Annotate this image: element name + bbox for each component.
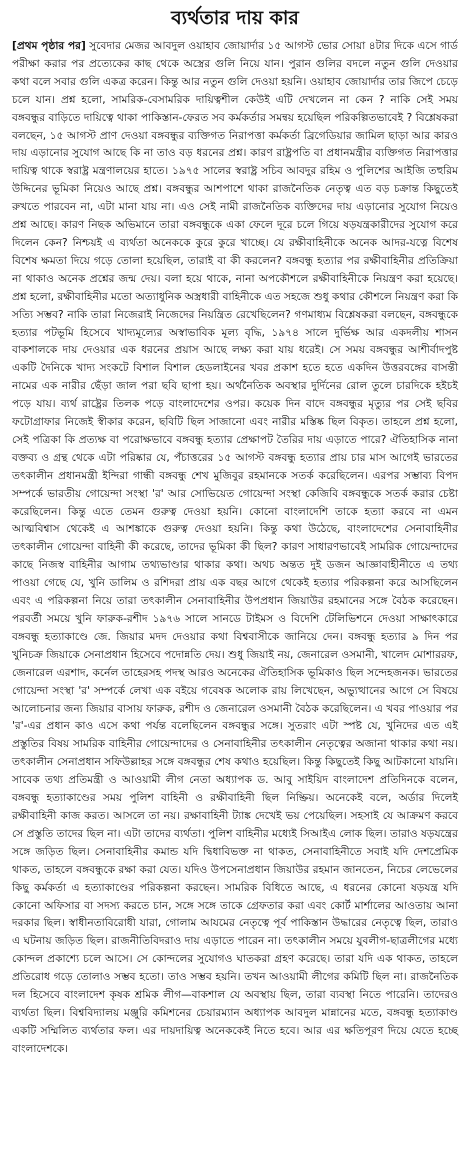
article-body xyxy=(12,38,458,1059)
article-text: সুবেদার মেজর আবদুল ওয়াহাব জোয়ার্দার ১৫ আগস্ট ভোর সোয়া ৪টার দিকে এসে গার্ড পরীক্ষা করার পর প্রত্যেকের কাছ থেকে অস্ত্রের গুলি নিয়ে যান। পুরান গুলির বদলে নতুন গুলি দেওয়ার কথা বলে সবার গুলি একত্র করেন। কিন্তু আর নতুন গুলি দেওয়া হয়নি। ওয়াহাব জোয়ার্দার তার জিপে চেড়ে চলে যান। প্রশ্ন হলো, সামরিক-বেসামরিক দায়িত্বশীল কেউই এটি দেখলেন না কেন ? নাকি সেই সময় বঙ্গবন্ধুর বাড়িতে দায়িত্বে থাকা পাকিস্তান-ফেরত সব কর্মকর্তার সমন্বয় হয়েছিল পরিকল্পিতভাবেই ? বিশ্লেষকরা বলছেন, ১৫ আগস্ট প্রাণ দেওয়া বঙ্গবন্ধুর ব্যক্তিগত নিরাপত্তা কর্মকর্তা ব্রিগেডিয়ার জামিল ছাড়া আর কারও দায় এড়ানোর সুযোগ আছে কি না তাও বড় ধরনের প্রশ্ন। কারণ রাষ্ট্রপতি বা প্রধানমন্ত্রীর ব্যক্তিগত নিরাপত্তার দায়িত্ব থাকে স্বরাষ্ট্র মন্ত্রণালয়ের হাতে। ১৯৭৫ সালের স্বরাষ্ট্র সচিব আবদুর রহিম ও পুলিশের আইজি তহুরিম উদ্দিনের ভূমিকা নিয়েও আছে প্রশ্ন। বঙ্গবন্ধুর আশপাশে থাকা রাজনৈতিক নেতৃত্ব এত বড় চক্রান্ত কিছুতেই রুখতে পারবেন না, এটা মানা যায় না। এও সেই নামী রাজনৈতিক ব্যক্তিদের দায় এড়ানোর সুযোগ নিয়েও প্রশ্ন আছে। কারণ নিছক অভিমানে তারা বঙ্গবন্ধুকে একা ফেলে দূরে চলে গিয়ে ষড়যন্ত্রকারীদের সুযোগ করে দিলেন কেন? নিশ্চয়ই এ ব্যর্থতা অনেককে কুরে কুরে খাচ্ছে। যে রক্ষীবাহিনীকে অনেক আদর-যত্নে বিশেষ বিশেষ ক্ষমতা দিয়ে গড়ে তোলা হয়েছিল, তারাই বা কী করলেন? বঙ্গবন্ধু হত্যার পর রক্ষীবাহিনীর প্রতিক্রিয়া না থাকাও অনেক প্রশ্নের জন্ম দেয়। বলা হয়ে থাকে, নানা অপকৌশলে রক্ষীবাহিনীকে নিয়ন্ত্রণ করা হয়েছে। প্রশ্ন হলো, রক্ষীবাহিনীর মতো অত্যাধুনিক অস্ত্রধারী বাহিনীকে এত সহজে শুধু কথার কৌশলে নিয়ন্ত্রণ করা কি সত্যি সম্ভব? নাকি তারা নিজেরাই নিজেদের নিয়ন্ত্রিত রেখেছিলেন? গণমাধ্যম বিশ্লেষকরা বলছেন, বঙ্গবন্ধুকে হত্যার পটভূমি হিসেবে খাদ্যমূল্যের অস্বাভাবিক মূল্য বৃদ্ধি, ১৯৭৪ সালে দুর্ভিক্ষ আর একদলীয় শাসন বাকশালকে দায় দেওয়ার এক ধরনের প্রয়াস আছে লক্ষ্য করা যায় ধরেই। সে সময় বঙ্গবন্ধুর আশীর্বাদপুষ্ট একটি দৈনিকে খাদ্য সংকটে বিশাল বিশাল হেডলাইনের খবর প্রকাশ হতে হতে একদিন উত্তরবঙ্গের বাসন্তী নামের এক নারীর ছেঁড়া জাল পরা ছবি ছাপা হয়। অর্থনৈতিক অবস্থার দুর্দিনের রোল তুলে চারদিকে হইচই পড়ে যায়। ব্যর্থ রাষ্ট্রের তিলক পড়ে বাংলাদেশের ওপর। কয়েক দিন বাদে বঙ্গবন্ধুর মৃত্যুর পর সেই ছবির ফটোগ্রাফার নিজেই স্বীকার করেন, ছবিটি ছিল সাজানো এবং নারীর মস্তিষ্ক ছিল বিকৃত। তাহলে প্রশ্ন হলো, সেই পত্রিকা কি প্রত্যক্ষ বা পরোক্ষভাবে বঙ্গবন্ধু হত্যার প্রেক্ষাপট তৈরির দায় এড়াতে পারে? ঐতিহাসিক নানা বক্তব্য ও গ্রন্থ থেকে এটা পরিষ্কার যে, পঁচাত্তরের ১৫ আগস্ট বঙ্গবন্ধু হত্যার প্রায় চার মাস আগেই ভারতের তৎকালীন প্রধানমন্ত্রী ইন্দিরা গান্ধী বঙ্গবন্ধু শেখ মুজিবুর রহমানকে সতর্ক করেছিলেন। এরপর সম্ভাব্য বিপদ সম্পর্কে ভারতীয় গোয়েন্দা সংস্থা 'র' আর সোভিয়েত গোয়েন্দা সংস্থা কেজিবি বঙ্গবন্ধুকে সতর্ক করার চেষ্টা করেছিলেন। কিন্তু এতে তেমন গুরুত্ব দেওয়া হয়নি। কোনো বাংলাদেশি তাকে হত্যা করবে না এমন আত্মবিশ্বাস থেকেই এ আশঙ্কাকে গুরুত্ব দেওয়া হয়নি। কিন্তু কথা উঠেছে, বাংলাদেশের সেনাবাহিনীর তৎকালীন গোয়েন্দা বাহিনী কী করেছে, তাদের ভূমিকা কী ছিল? কারণ সাধারণভাবেই সামরিক গোয়েন্দাদের কাছে নিজস্ব বাহিনীর আগাম তথ্যভাণ্ডার থাকার কথা। অথচ অন্তত দুই ডজন আজ্ঞাবাহীনীতে এ তথ্য পাওয়া গেছে যে, খুনি ডালিম ও রশিদরা প্রায় এক বছর আগে থেকেই হত্যার পরিকল্পনা করে আসছিলেন এবং এ পরিকল্পনা নিয়ে তারা তৎকালীন সেনাবাহিনীর উপপ্রধান জিয়াউর রহমানের সঙ্গে বৈঠক করেছেন। পরবর্তী সময়ে খুনি ফারুক-রশীদ ১৯৭৬ সালে সানডে টাইমস ও বিদেশি টেলিভিশনে দেওয়া সাক্ষাৎকারে বঙ্গবন্ধু হত্যাকাণ্ডে জে. জিয়ার মদদ দেওয়ার কথা বিশ্ববাসীকে জানিয়ে দেন। বঙ্গবন্ধু হত্যার ৯ দিন পর খুনিচক্র জিয়াকে সেনাপ্রধান হিসেবে পদোন্নতি দেয়। শুধু জিয়াই নয়, জেনারেল ওসমানী, খালেদ মোশাররফ, জেনারেল এরশাদ, কর্নেল তাহেরসহ পদস্থ আরও অনেকের ঐতিহাসিক ভূমিকাও ছিল সন্দেহজনক। ভারতের গোয়েন্দা সংস্থা 'র' সম্পর্কে লেখা এক বইয়ে গবেষক অলোক রায় লিখেছেন, অভ্যুত্থানের আগে সে বিষয়ে আলোচনার জন্য জিয়ার বাসায় ফারুক, রশীদ ও জেনারেল ওসমানী বৈঠক করেছিলেন। এ খবর পাওয়ার পর 'র'-এর প্রধান কাও এসে কথা পর্যন্ত বলেছিলেন বঙ্গবন্ধুর সঙ্গে। সুতরাং এটা স্পষ্ট যে, খুনিদের এত এই প্রস্তুতির বিষয় সামরিক বাহিনীর গোয়েন্দাদের ও সেনাবাহিনীর তৎকালীন নেতৃত্বের অজানা থাকার কথা নয়। তৎকালীন সেনাপ্রধান সফিউল্লাহর সঙ্গে বঙ্গবন্ধুর শেষ কথাও হয়েছিল। কিন্তু কিছুতেই কিছু আটকানো যায়নি। সাবেক তথ্য প্রতিমন্ত্রী ও আওয়ামী লীগ নেতা অধ্যাপক ড. আবু সাইয়িদ বাংলাদেশ প্রতিদিনকে বলেন, বঙ্গবন্ধু হত্যাকাণ্ডের সময় পুলিশ বাহিনী ও রক্ষীবাহিনী ছিল নিষ্ক্রিয়। অনেকেই বলে, অর্ডার দিলেই রক্ষীবাহিনী কাজ করত। আসলে তা নয়। রক্ষাবাহিনী ট্যাঙ্ক দেখেই ভয় পেয়েছিল। সহসাই যে আক্রমণ করবে সে প্রস্তুতি তাদের ছিল না। এটা তাদের ব্যর্থতা। পুলিশ বাহিনীর মধ্যেই সিআইএ লোক ছিল। তারাও ষড়যন্ত্রের সঙ্গে জড়িত ছিল। সেনাবাহিনীর কমান্ড যদি দ্বিধাবিভক্ত না থাকত, সেনাবাহিনীতে সবাই যদি দেশপ্রেমিক থাকত, তাহলে বঙ্গবন্ধুকে রক্ষা করা যেত। যদিও উপসেনাপ্রধান জিয়াউর রহমান জানতেন, নিচের লেভেলের কিছু কর্মকর্তা এ হত্যাকাণ্ডের পরিকল্পনা করছেন। সামরিক বিধিতে আছে, এ ধরনের কোনো ষড়যন্ত্র যদি কোনো অফিসার বা সদস্য করতে চান, সঙ্গে সঙ্গে তাকে গ্রেফতার করা এবং কোর্ট মার্শালের আওতায় আনা দরকার ছিল। স্বাধীনতাবিরোধী যারা, গোলাম আযমের নেতৃত্বে পূর্ব পাকিস্তান উদ্ধারের নেতৃত্বে ছিল, তারাও এ ঘটনায় জড়িত ছিল। রাজনীতিবিদরাও দায় এড়াতে পারেন না। তৎকালীন সময়ে যুবলীগ-ছাত্রলীগের মধ্যে কোন্দল প্রকাশ্যে চলে আসে। সে কোন্দলের সুযোগও ঘাতকরা গ্রহণ করেছে। তারা যদি এক থাকত, তাহলে প্রতিরোধ গড়ে তোলাও সম্ভব হতো। তাও সম্ভব হয়নি। তখন আওয়ামী লীগের কমিটি ছিল না। রাজনৈতিক দল হিসেবে বাংলাদেশ কৃষক শ্রমিক লীগ—বাকশাল যে অবস্থায় ছিল, তারা ব্যবস্থা নিতে পারেনি। তাদেরও ব্যর্থতা ছিল। বিশ্ববিদ্যালয় মঞ্জুরি কমিশনের চেয়ারম্যান অধ্যাপক আবদুল মান্নানের মতে, বঙ্গবন্ধু হত্যাকাণ্ড একটি সম্মিলিত ব্যর্থতার ফল। এর দায়দায়িত্ব অনেককেই নিতে হবে। আর এর ক্ষতিপূরণ দিয়ে যেতে হচ্ছে বাংলাদেশকে। xyxy=(12,40,458,1055)
headline: ব্যর্থতার দায় কার xyxy=(171,7,299,29)
continuation-kicker: [প্রথম পৃষ্ঠার পর] xyxy=(12,40,86,52)
